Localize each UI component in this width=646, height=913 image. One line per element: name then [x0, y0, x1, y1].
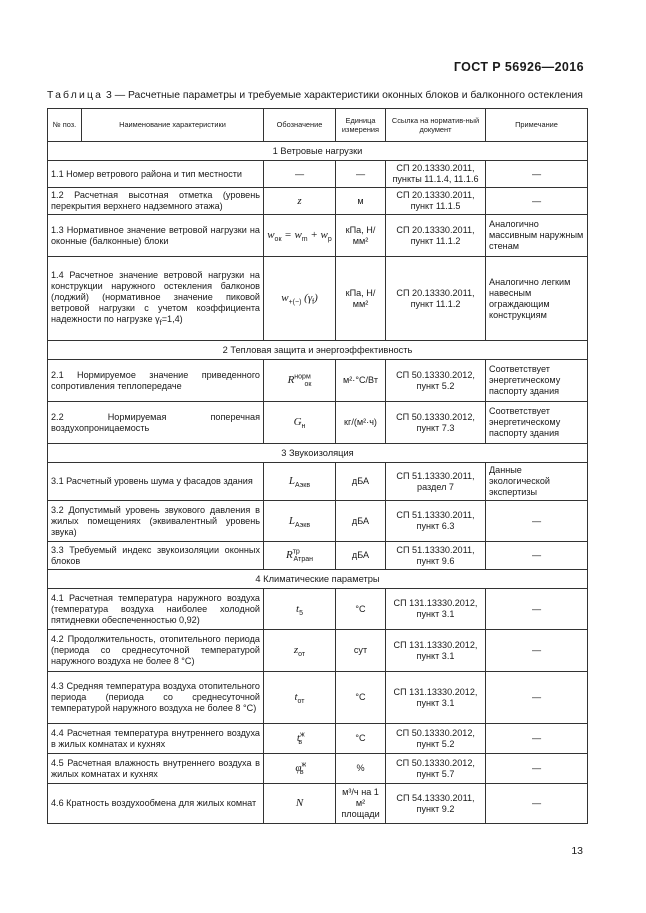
reference-cell: СП 50.13330.2012, пункт 5.2	[386, 724, 486, 754]
reference-cell: СП 131.13330.2012, пункт 3.1	[386, 589, 486, 630]
section-row	[48, 570, 588, 589]
reference-cell: СП 51.13330.2011, пункт 9.6	[386, 542, 486, 570]
section-title: 4 Климатические параметры	[48, 570, 588, 589]
table-header-row	[48, 109, 588, 142]
section-row	[48, 142, 588, 161]
symbol-formula: $t_{от}$	[294, 691, 305, 706]
table-row	[48, 542, 588, 570]
unit-cell: °С	[336, 724, 386, 754]
column-header: № поз.	[48, 109, 82, 142]
symbol-cell	[264, 630, 336, 672]
reference-cell: СП 50.13330.2012, пункт 5.2	[386, 360, 486, 402]
symbol-cell	[264, 784, 336, 824]
symbol-formula: z	[297, 194, 302, 207]
note-cell: —	[486, 161, 588, 188]
unit-cell: кПа, Н/мм²	[336, 215, 386, 257]
symbol-formula: $t^ж_в$	[296, 731, 305, 747]
characteristic-name: 4.6 Кратность воздухообмена для жилых комнат	[48, 784, 264, 824]
symbol-formula: $t_5$	[296, 602, 303, 617]
table-row	[48, 754, 588, 784]
note-cell: —	[486, 542, 588, 570]
table-row	[48, 161, 588, 188]
unit-cell: дБА	[336, 463, 386, 501]
unit-cell: м³/ч на 1 м² площади	[336, 784, 386, 824]
reference-cell: СП 51.13330.2011, пункт 6.3	[386, 501, 486, 542]
table-row	[48, 784, 588, 824]
reference-cell: СП 20.13330.2011, пункт 11.1.5	[386, 188, 486, 215]
symbol-cell	[264, 257, 336, 341]
table-row	[48, 188, 588, 215]
section-row	[48, 341, 588, 360]
symbol-formula: N	[295, 797, 304, 809]
unit-cell: °С	[336, 672, 386, 724]
symbol-formula: $L_{Aэкв}$	[288, 475, 311, 490]
unit-cell: —	[336, 161, 386, 188]
table-row	[48, 215, 588, 257]
symbol-cell	[264, 542, 336, 570]
characteristic-name: 4.5 Расчетная влажность внутреннего воздуха в жилых комнатах и кухнях	[48, 754, 264, 784]
column-header: Обозначение	[264, 109, 336, 142]
unit-cell: дБА	[336, 542, 386, 570]
table-row	[48, 630, 588, 672]
table-row	[48, 463, 588, 501]
characteristic-name: 1.2 Расчетная высотная отметка (уровень перекрытия верхнего надземного этажа)	[48, 188, 264, 215]
note-cell: —	[486, 724, 588, 754]
characteristic-name: 1.4 Расчетное значение ветровой нагрузки на конструкции наружного остекления балконов (лоджий) (нормативное значение пиковой ветровой нагрузки с учетом коэффициента надежности по нагрузке $\gamma_f=1,4$)	[48, 257, 264, 341]
unit-cell: кг/(м²·ч)	[336, 402, 386, 444]
column-header: Примечание	[486, 109, 588, 142]
unit-cell: дБА	[336, 501, 386, 542]
symbol-cell: —	[264, 161, 336, 188]
symbol-formula: $L_{Aэкв}$	[288, 514, 311, 529]
table-row	[48, 360, 588, 402]
column-header: Единица измерения	[336, 109, 386, 142]
symbol-formula: $R^{тр}_{Aтран}$	[285, 548, 314, 564]
table-caption-text: 3 — Расчетные параметры и требуемые характеристики оконных блоков и балконного остекления	[106, 90, 583, 101]
reference-cell: СП 20.13330.2011, пункт 11.1.2	[386, 257, 486, 341]
symbol-formula: $z_{от}$	[293, 644, 306, 659]
unit-cell: м	[336, 188, 386, 215]
section-title: 2 Тепловая защита и энергоэффективность	[48, 341, 588, 360]
note-cell: —	[486, 672, 588, 724]
characteristic-name: 4.1 Расчетная температура наружного воздуха (температура воздуха наиболее холодной пятидневки обеспеченностью 0,92)	[48, 589, 264, 630]
note-cell: —	[486, 188, 588, 215]
symbol-formula: $R^{норм}_{ок}$	[287, 373, 312, 389]
note-cell: —	[486, 589, 588, 630]
parameters-table	[47, 108, 588, 824]
note-cell: —	[486, 501, 588, 542]
characteristic-name: 2.2 Нормируемая поперечная воздухопроницаемость	[48, 402, 264, 444]
characteristic-name: 3.3 Требуемый индекс звукоизоляции оконных блоков	[48, 542, 264, 570]
section-row	[48, 444, 588, 463]
unit-cell: кПа, Н/мм²	[336, 257, 386, 341]
unit-cell: °С	[336, 589, 386, 630]
symbol-cell	[264, 724, 336, 754]
table-row	[48, 672, 588, 724]
page-number: 13	[571, 845, 583, 857]
table-row	[48, 589, 588, 630]
symbol-cell	[264, 188, 336, 215]
characteristic-name: 1.1 Номер ветрового района и тип местности	[48, 161, 264, 188]
table-row	[48, 402, 588, 444]
characteristic-name: 3.1 Расчетный уровень шума у фасадов здания	[48, 463, 264, 501]
note-cell: —	[486, 754, 588, 784]
symbol-formula: $G_н$	[293, 416, 306, 431]
section-title: 3 Звукоизоляция	[48, 444, 588, 463]
characteristic-name: 4.4 Расчетная температура внутреннего воздуха в жилых комнатах и кухнях	[48, 724, 264, 754]
symbol-formula: $\varphi^ж_в$	[295, 761, 307, 777]
note-cell: Соответствует энергетическому паспорту здания	[486, 402, 588, 444]
table-row	[48, 257, 588, 341]
column-header: Наименование характеристики	[82, 109, 264, 142]
symbol-cell	[264, 360, 336, 402]
reference-cell: СП 50.13330.2012, пункт 7.3	[386, 402, 486, 444]
reference-cell: СП 131.13330.2012, пункт 3.1	[386, 672, 486, 724]
section-title: 1 Ветровые нагрузки	[48, 142, 588, 161]
unit-cell: сут	[336, 630, 386, 672]
reference-cell: СП 20.13330.2011, пункты 11.1.4, 11.1.6	[386, 161, 486, 188]
symbol-cell	[264, 672, 336, 724]
reference-cell: СП 20.13330.2011, пункт 11.1.2	[386, 215, 486, 257]
reference-cell: СП 51.13330.2011, раздел 7	[386, 463, 486, 501]
unit-cell: м²·°С/Вт	[336, 360, 386, 402]
note-cell: Аналогично массивным наружным стенам	[486, 215, 588, 257]
unit-cell: %	[336, 754, 386, 784]
table-row	[48, 501, 588, 542]
table-caption	[47, 90, 607, 101]
symbol-cell	[264, 215, 336, 257]
column-header: Ссылка на норматив-ный документ	[386, 109, 486, 142]
standard-code: ГОСТ Р 56926—2016	[453, 60, 584, 74]
symbol-cell	[264, 501, 336, 542]
characteristic-name: 1.3 Нормативное значение ветровой нагрузки на оконные (балконные) блоки	[48, 215, 264, 257]
reference-cell: СП 54.13330.2011, пункт 9.2	[386, 784, 486, 824]
note-cell: Аналогично легким навесным ограждающим конструкциям	[486, 257, 588, 341]
symbol-cell	[264, 402, 336, 444]
note-cell: Данные экологической экспертизы	[486, 463, 588, 501]
note-cell: Соответствует энергетическому паспорту здания	[486, 360, 588, 402]
symbol-cell	[264, 589, 336, 630]
note-cell: —	[486, 630, 588, 672]
table-caption-label: Таблица	[47, 90, 104, 101]
symbol-cell	[264, 463, 336, 501]
characteristic-name: 4.2 Продолжительность, отопительного периода (периода со среднесуточной температурой наружного воздуха не более 8 °С)	[48, 630, 264, 672]
characteristic-name: 4.3 Средняя температура воздуха отопительного периода (периода со среднесуточной температурой наружного воздуха не более 8 °С)	[48, 672, 264, 724]
reference-cell: СП 131.13330.2012, пункт 3.1	[386, 630, 486, 672]
note-cell: —	[486, 784, 588, 824]
characteristic-name: 3.2 Допустимый уровень звукового давления в жилых помещениях (эквивалентный уровень звука)	[48, 501, 264, 542]
symbol-formula: $w_{ок} = w_m + w_p$	[267, 229, 332, 244]
symbol-cell	[264, 754, 336, 784]
table-row	[48, 724, 588, 754]
reference-cell: СП 50.13330.2012, пункт 5.7	[386, 754, 486, 784]
characteristic-name: 2.1 Нормируемое значение приведенного сопротивления теплопередаче	[48, 360, 264, 402]
symbol-formula: $w_{+(-)}$ $(\gamma_f)$	[281, 292, 318, 307]
